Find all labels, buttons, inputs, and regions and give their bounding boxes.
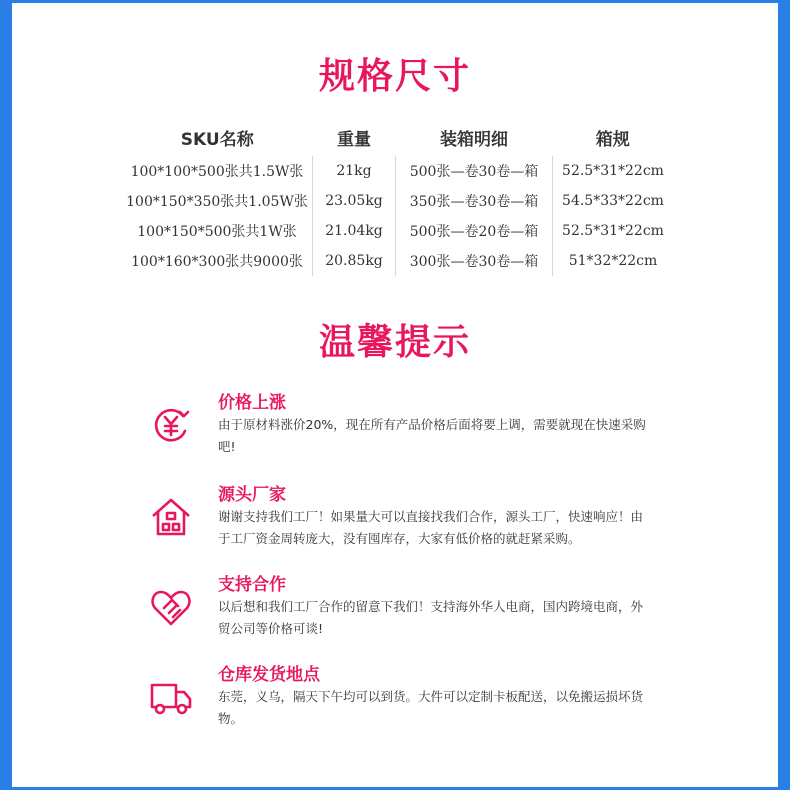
heart-handshake-icon xyxy=(150,586,192,628)
house-icon xyxy=(150,496,192,538)
header-sku: SKU名称 xyxy=(180,129,254,150)
tip-title: 仓库发货地点 xyxy=(218,665,320,685)
delivery-truck-icon xyxy=(150,676,192,718)
header-box-size: 箱规 xyxy=(595,129,630,150)
header-weight: 重量 xyxy=(337,129,371,150)
cell-sku: 100*160*300张共9000张 xyxy=(131,254,303,270)
tips-section-title: 温馨提示 xyxy=(318,322,471,363)
tip-title: 源头厂家 xyxy=(218,485,286,505)
tip-body: 以后想和我们工厂合作的留意下我们！支持海外华人电商，国内跨境电商，外贸公司等价格可谈! xyxy=(218,599,644,636)
cell-box-size: 54.5*33*22cm xyxy=(553,186,674,216)
cell-sku: 100*150*500张共1W张 xyxy=(137,224,297,240)
cell-packing: 350张—卷30卷—箱 xyxy=(396,186,553,216)
tip-body: 东莞，义乌，隔天下午均可以到货。大件可以定制卡板配送，以免搬运损坏货物。 xyxy=(218,689,644,726)
table-row xyxy=(122,216,673,246)
cell-sku: 100*100*500张共1.5W张 xyxy=(130,164,304,180)
tip-item-warehouse-shipping xyxy=(150,660,650,740)
header-packing: 装箱明细 xyxy=(440,129,508,150)
cell-box-size: 52.5*31*22cm xyxy=(553,156,674,186)
spec-table xyxy=(122,118,673,276)
yen-price-up-icon xyxy=(150,404,192,446)
cell-weight: 21kg xyxy=(313,156,396,186)
cell-packing: 300张—卷30卷—箱 xyxy=(396,246,553,276)
cell-weight: 21.04kg xyxy=(313,216,396,246)
spec-header-row xyxy=(122,118,673,156)
cell-weight: 20.85kg xyxy=(313,246,396,276)
cell-packing: 500张—卷30卷—箱 xyxy=(396,156,553,186)
table-row xyxy=(122,156,673,186)
spec-section-title: 规格尺寸 xyxy=(318,56,471,97)
tip-item-source-factory xyxy=(150,480,650,560)
tip-body: 谢谢支持我们工厂！如果量大可以直接找我们合作，源头工厂，快速响应！由于工厂资金周转庞大，没有囤库存，大家有低价格的就赶紧采购。 xyxy=(218,509,644,546)
tip-title: 价格上涨 xyxy=(218,393,286,413)
table-row xyxy=(122,186,673,216)
tip-body: 由于原材料涨价20%，现在所有产品价格后面将要上调，需要就现在快速采购吧! xyxy=(218,417,646,454)
cell-box-size: 52.5*31*22cm xyxy=(553,216,674,246)
table-row xyxy=(122,246,673,276)
tip-item-cooperation xyxy=(150,570,650,650)
cell-box-size: 51*32*22cm xyxy=(553,246,674,276)
cell-weight: 23.05kg xyxy=(313,186,396,216)
cell-sku: 100*150*350张共1.05W张 xyxy=(126,194,308,210)
cell-packing: 500张—卷20卷—箱 xyxy=(396,216,553,246)
tip-title: 支持合作 xyxy=(218,575,286,595)
tip-item-price-increase xyxy=(150,388,650,468)
